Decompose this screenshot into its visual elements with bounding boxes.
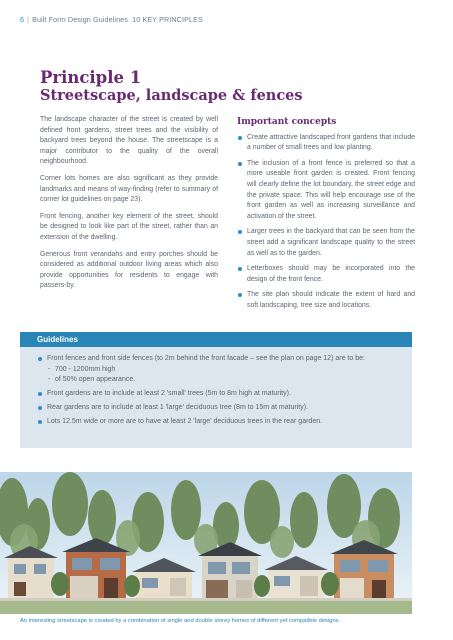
concept-item: The inclusion of a front fence is preferred so that a more useable front garden is created. Front fencing will clearly define the lot boundary, the street edge and the private space. This will help encourage use of the front garden as well as increasing surveillance and activation of the street. <box>237 159 415 223</box>
page-header <box>20 15 203 24</box>
page-number: 6 <box>20 15 25 24</box>
intro-paragraph: Front fencing, another key element of the street, should be designed to look like part of the street, rather than an extension of the dwelling. <box>40 212 218 241</box>
intro-paragraph: Generous front verandahs and entry porches should be considered as additional outdoor living areas which also provide opportunities for residents to engage with passers-by. <box>40 250 218 290</box>
guideline-sublist <box>47 365 397 385</box>
guideline-item: Lots 12.5m wide or more are to have at least 2 'large' deciduous trees in the rear garden. <box>37 417 397 427</box>
guidelines-list <box>20 347 412 427</box>
concept-item: Larger trees in the backyard that can be seen from the street add a significant landscape quality to the street as well as to the garden. <box>237 227 415 259</box>
intro-paragraph: The landscape character of the street is created by well defined front gardens, street trees and the visibility of backyard trees beyond the house. The streetscape is a major contributor to the quality of the overall neighbourhood. <box>40 116 218 166</box>
section-title: 10 KEY PRINCIPLES <box>132 15 203 24</box>
guideline-subitem: - 700 - 1200mm high <box>47 365 397 375</box>
concept-item: Create attractive landscaped front gardens that include a number of small trees and low planting. <box>237 133 415 154</box>
guideline-subitem: - of 50% open appearance. <box>47 375 397 385</box>
principle-number: Principle 1 <box>40 68 142 87</box>
concept-item: Letterboxes should may be incorporated into the design of the front fence. <box>237 264 415 285</box>
guidelines-heading: Guidelines <box>20 332 412 347</box>
concept-item: The site plan should indicate the extent of hard and soft landscaping, tree size and locations. <box>237 290 415 311</box>
intro-paragraph: Corner lots homes are also significant as they provide landmarks and means of way-finding (refer to summary of corner lot guidelines on page 23). <box>40 174 218 204</box>
header-separator: | <box>27 15 30 24</box>
streetscape-illustration <box>0 472 412 614</box>
important-concepts <box>237 117 415 317</box>
guideline-item: Front gardens are to include at least 2 'small' trees (5m to 8m high at maturity). <box>37 389 397 399</box>
intro-column <box>40 115 218 298</box>
guideline-item <box>37 354 397 385</box>
principle-title: Streetscape, landscape & fences <box>40 87 303 104</box>
illustration-caption: An interesting streetscape is created by a combination of single and double storey homes of different yet compatible designs. <box>20 618 341 624</box>
guidelines-box <box>20 332 412 448</box>
concepts-list <box>237 133 415 312</box>
concepts-heading: Important concepts <box>237 117 337 127</box>
guideline-item: Rear gardens are to include at least 1 'large' deciduous tree (8m to 15m at maturity). <box>37 403 397 413</box>
guideline-fence-text: Front fences and front side fences (to 2m behind the front facade – see the plan on page 12) are to be: <box>47 355 365 362</box>
document-title: Built Form Design Guidelines <box>32 15 128 24</box>
